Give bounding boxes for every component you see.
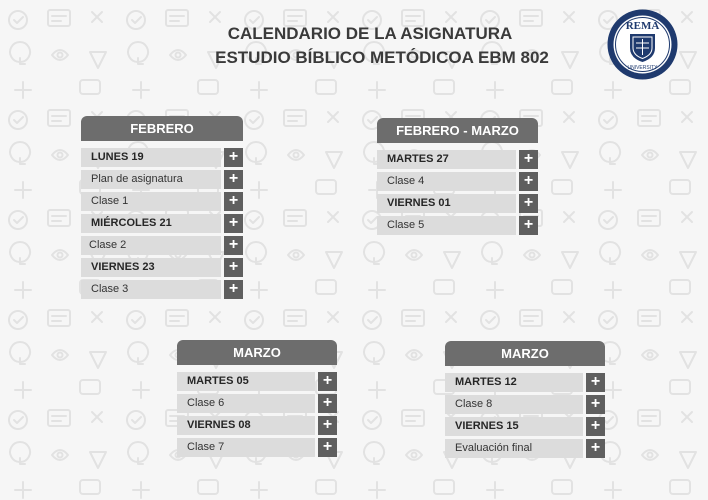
title-line-1: CALENDARIO DE LA ASIGNATURA [227, 24, 513, 43]
plus-button[interactable]: + [318, 438, 337, 457]
day-label: VIERNES 01 [377, 194, 516, 213]
plus-button[interactable]: + [586, 395, 605, 414]
plus-button[interactable]: + [224, 148, 243, 167]
page-title [190, 22, 550, 70]
list-item [81, 236, 243, 255]
logo-text-bottom: UNIVERSITY [627, 65, 658, 71]
panel-header: FEBRERO [81, 116, 243, 141]
item-label: Clase 1 [81, 192, 221, 211]
rema-university-logo [606, 8, 679, 81]
day-label: VIERNES 15 [445, 417, 583, 436]
item-label: Clase 8 [445, 395, 583, 414]
item-label: Clase 4 [377, 172, 516, 191]
day-label: MARTES 05 [177, 372, 315, 391]
list-item [377, 216, 538, 235]
panel-header: MARZO [177, 340, 337, 365]
panel-febrero [81, 116, 243, 302]
item-label: Evaluación final [445, 439, 583, 458]
plus-button[interactable]: + [224, 258, 243, 277]
list-item [445, 373, 605, 392]
panel-marzo-1 [177, 340, 337, 460]
panel-marzo-2 [445, 341, 605, 461]
item-label: Clase 5 [377, 216, 516, 235]
plus-button[interactable]: + [519, 194, 538, 213]
list-item [177, 438, 337, 457]
list-item [445, 417, 605, 436]
day-label: MARTES 27 [377, 150, 516, 169]
title-line-2: ESTUDIO BÍBLICO METÓDICOA EBM 802 [215, 48, 549, 67]
item-label: Clase 6 [177, 394, 315, 413]
plus-button[interactable]: + [519, 172, 538, 191]
plus-button[interactable]: + [519, 150, 538, 169]
list-item [81, 192, 243, 211]
panel-header: MARZO [445, 341, 605, 366]
list-item [177, 372, 337, 391]
day-label: MIÉRCOLES 21 [81, 214, 221, 233]
plus-button[interactable]: + [224, 280, 243, 299]
plus-button[interactable]: + [224, 192, 243, 211]
list-item [177, 416, 337, 435]
panel-header: FEBRERO - MARZO [377, 118, 538, 143]
day-label: LUNES 19 [81, 148, 221, 167]
item-label: Clase 7 [177, 438, 315, 457]
plus-button[interactable]: + [224, 236, 243, 255]
plus-button[interactable]: + [586, 417, 605, 436]
day-label: MARTES 12 [445, 373, 583, 392]
item-label: Plan de asignatura [81, 170, 221, 189]
panel-febrero-marzo [377, 118, 538, 238]
list-item [81, 214, 243, 233]
day-label: VIERNES 23 [81, 258, 221, 277]
plus-button[interactable]: + [224, 170, 243, 189]
list-item [81, 280, 243, 299]
list-item [377, 194, 538, 213]
item-label: Clase 2 [81, 236, 221, 255]
list-item [81, 258, 243, 277]
plus-button[interactable]: + [318, 416, 337, 435]
day-label: VIERNES 08 [177, 416, 315, 435]
plus-button[interactable]: + [318, 394, 337, 413]
plus-button[interactable]: + [519, 216, 538, 235]
plus-button[interactable]: + [224, 214, 243, 233]
list-item [81, 170, 243, 189]
logo-text-top: REMA [625, 20, 660, 32]
list-item [377, 150, 538, 169]
list-item [177, 394, 337, 413]
plus-button[interactable]: + [586, 373, 605, 392]
plus-button[interactable]: + [586, 439, 605, 458]
plus-button[interactable]: + [318, 372, 337, 391]
list-item [377, 172, 538, 191]
list-item [81, 148, 243, 167]
list-item [445, 395, 605, 414]
item-label: Clase 3 [81, 280, 221, 299]
list-item [445, 439, 605, 458]
